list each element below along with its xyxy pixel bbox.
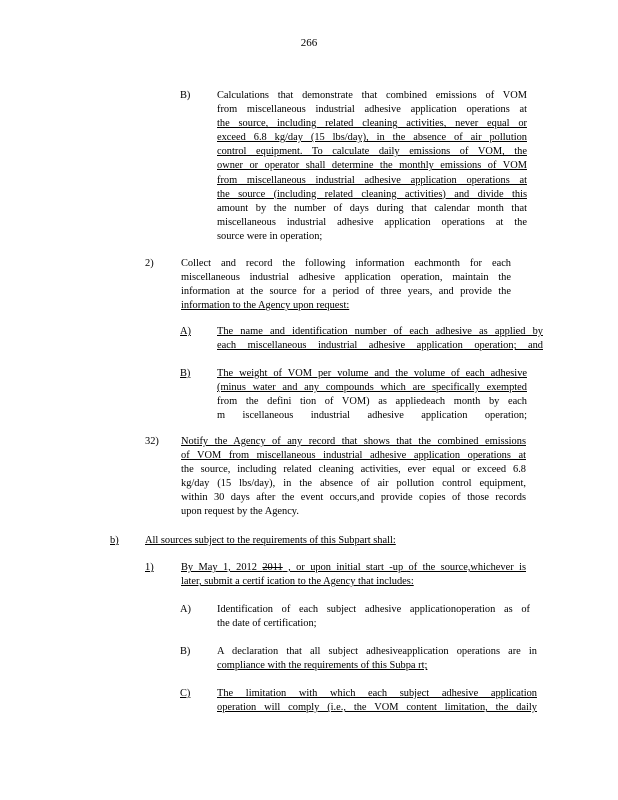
line: each miscellaneous industrial adhesive application operation; and <box>217 340 543 352</box>
line: within 30 days after the event occurs,and provide copies of those records <box>181 492 526 504</box>
item-label: B) <box>180 368 191 379</box>
line: from miscellaneous industrial adhesive application operations at <box>217 104 527 116</box>
item-label: 2) <box>145 258 154 269</box>
line: the source (including related cleaning activities) and divide this <box>217 188 527 200</box>
line: m iscellaneous industrial adhesive application operation; <box>217 410 527 422</box>
paragraph-collect-record <box>181 257 511 313</box>
line: exceed 6.8 kg/day (15 lbs/day), in the absence of air pollution <box>217 132 527 144</box>
line: A declaration that all subject adhesiveapplication operations are in <box>217 646 537 657</box>
line: All sources subject to the requirements of this Subpart shall: <box>145 535 396 546</box>
item-label: 32) <box>145 436 159 447</box>
line: from miscellaneous industrial adhesive application operations at <box>217 174 527 186</box>
paragraph-identification <box>217 603 530 631</box>
line: the source, including related cleaning activities, ever equal or exceed 6.8 <box>181 464 526 476</box>
line: Notify the Agency of any record that shows that the combined emissions <box>181 436 526 447</box>
line: upon request by the Agency. <box>181 506 299 518</box>
line: The limitation with which each subject adhesive application <box>217 688 537 699</box>
line: information to the Agency upon request: <box>181 300 350 312</box>
paragraph-name-identification <box>217 325 543 353</box>
line: information at the source for a period of three years, and provide the <box>181 286 511 298</box>
item-label: C) <box>180 688 191 699</box>
line: kg/day (15 lbs/day), in the absence of air pollution control equipment, <box>181 478 526 490</box>
item-label: B) <box>180 646 191 657</box>
line: later, submit a certif ication to the Agency that includes: <box>181 576 414 588</box>
line: (minus water and any compounds which are specifically exempted <box>217 382 527 394</box>
line: Identification of each subject adhesive applicationoperation as of <box>217 604 530 615</box>
item-label: B) <box>180 90 191 101</box>
deleted-text: 2011 <box>262 562 283 573</box>
item-label: A) <box>180 604 191 615</box>
item-label: A) <box>180 326 191 337</box>
paragraph-limitation <box>217 687 537 715</box>
page-number: 266 <box>300 37 318 49</box>
line: owner or operator shall determine the monthly emissions of VOM <box>217 160 527 172</box>
line: of VOM from miscellaneous industrial adhesive application operations at <box>181 450 526 462</box>
line: Calculations that demonstrate that combined emissions of VOM <box>217 90 527 101</box>
line: source were in operation; <box>217 230 323 242</box>
line: operation will comply (i.e., the VOM content limitation, the daily <box>217 702 537 714</box>
line: The weight of VOM per volume and the volume of each adhesive <box>217 368 527 379</box>
line: compliance with the requirements of this Subpa rt; <box>217 660 428 672</box>
line: amount by the number of days during that calendar month that <box>217 202 527 214</box>
line: miscellaneous industrial adhesive application operations at the <box>217 216 527 228</box>
paragraph-all-sources <box>145 534 445 548</box>
line: miscellaneous industrial adhesive application operation, maintain the <box>181 272 511 284</box>
line: from the defini tion of VOM) as appliedeach month by each <box>217 396 527 408</box>
paragraph-calculations <box>217 89 527 244</box>
item-label: 1) <box>145 562 154 573</box>
line: the date of certification; <box>217 618 317 630</box>
line: The name and identification number of each adhesive as applied by <box>217 326 543 337</box>
line: control equipment. To calculate daily emissions of VOM, the <box>217 146 527 158</box>
paragraph-weight-vom <box>217 367 527 423</box>
line: the source, including related cleaning activities, never equal or <box>217 118 527 130</box>
paragraph-declaration <box>217 645 537 673</box>
line: By May 1, 2012 2011 , or upon initial start -up of the source,whichever is <box>181 562 527 573</box>
line: Collect and record the following information eachmonth for each <box>181 258 511 269</box>
paragraph-notify-agency <box>181 435 526 520</box>
paragraph-by-may <box>181 561 526 589</box>
subsection-label: b) <box>110 535 119 546</box>
